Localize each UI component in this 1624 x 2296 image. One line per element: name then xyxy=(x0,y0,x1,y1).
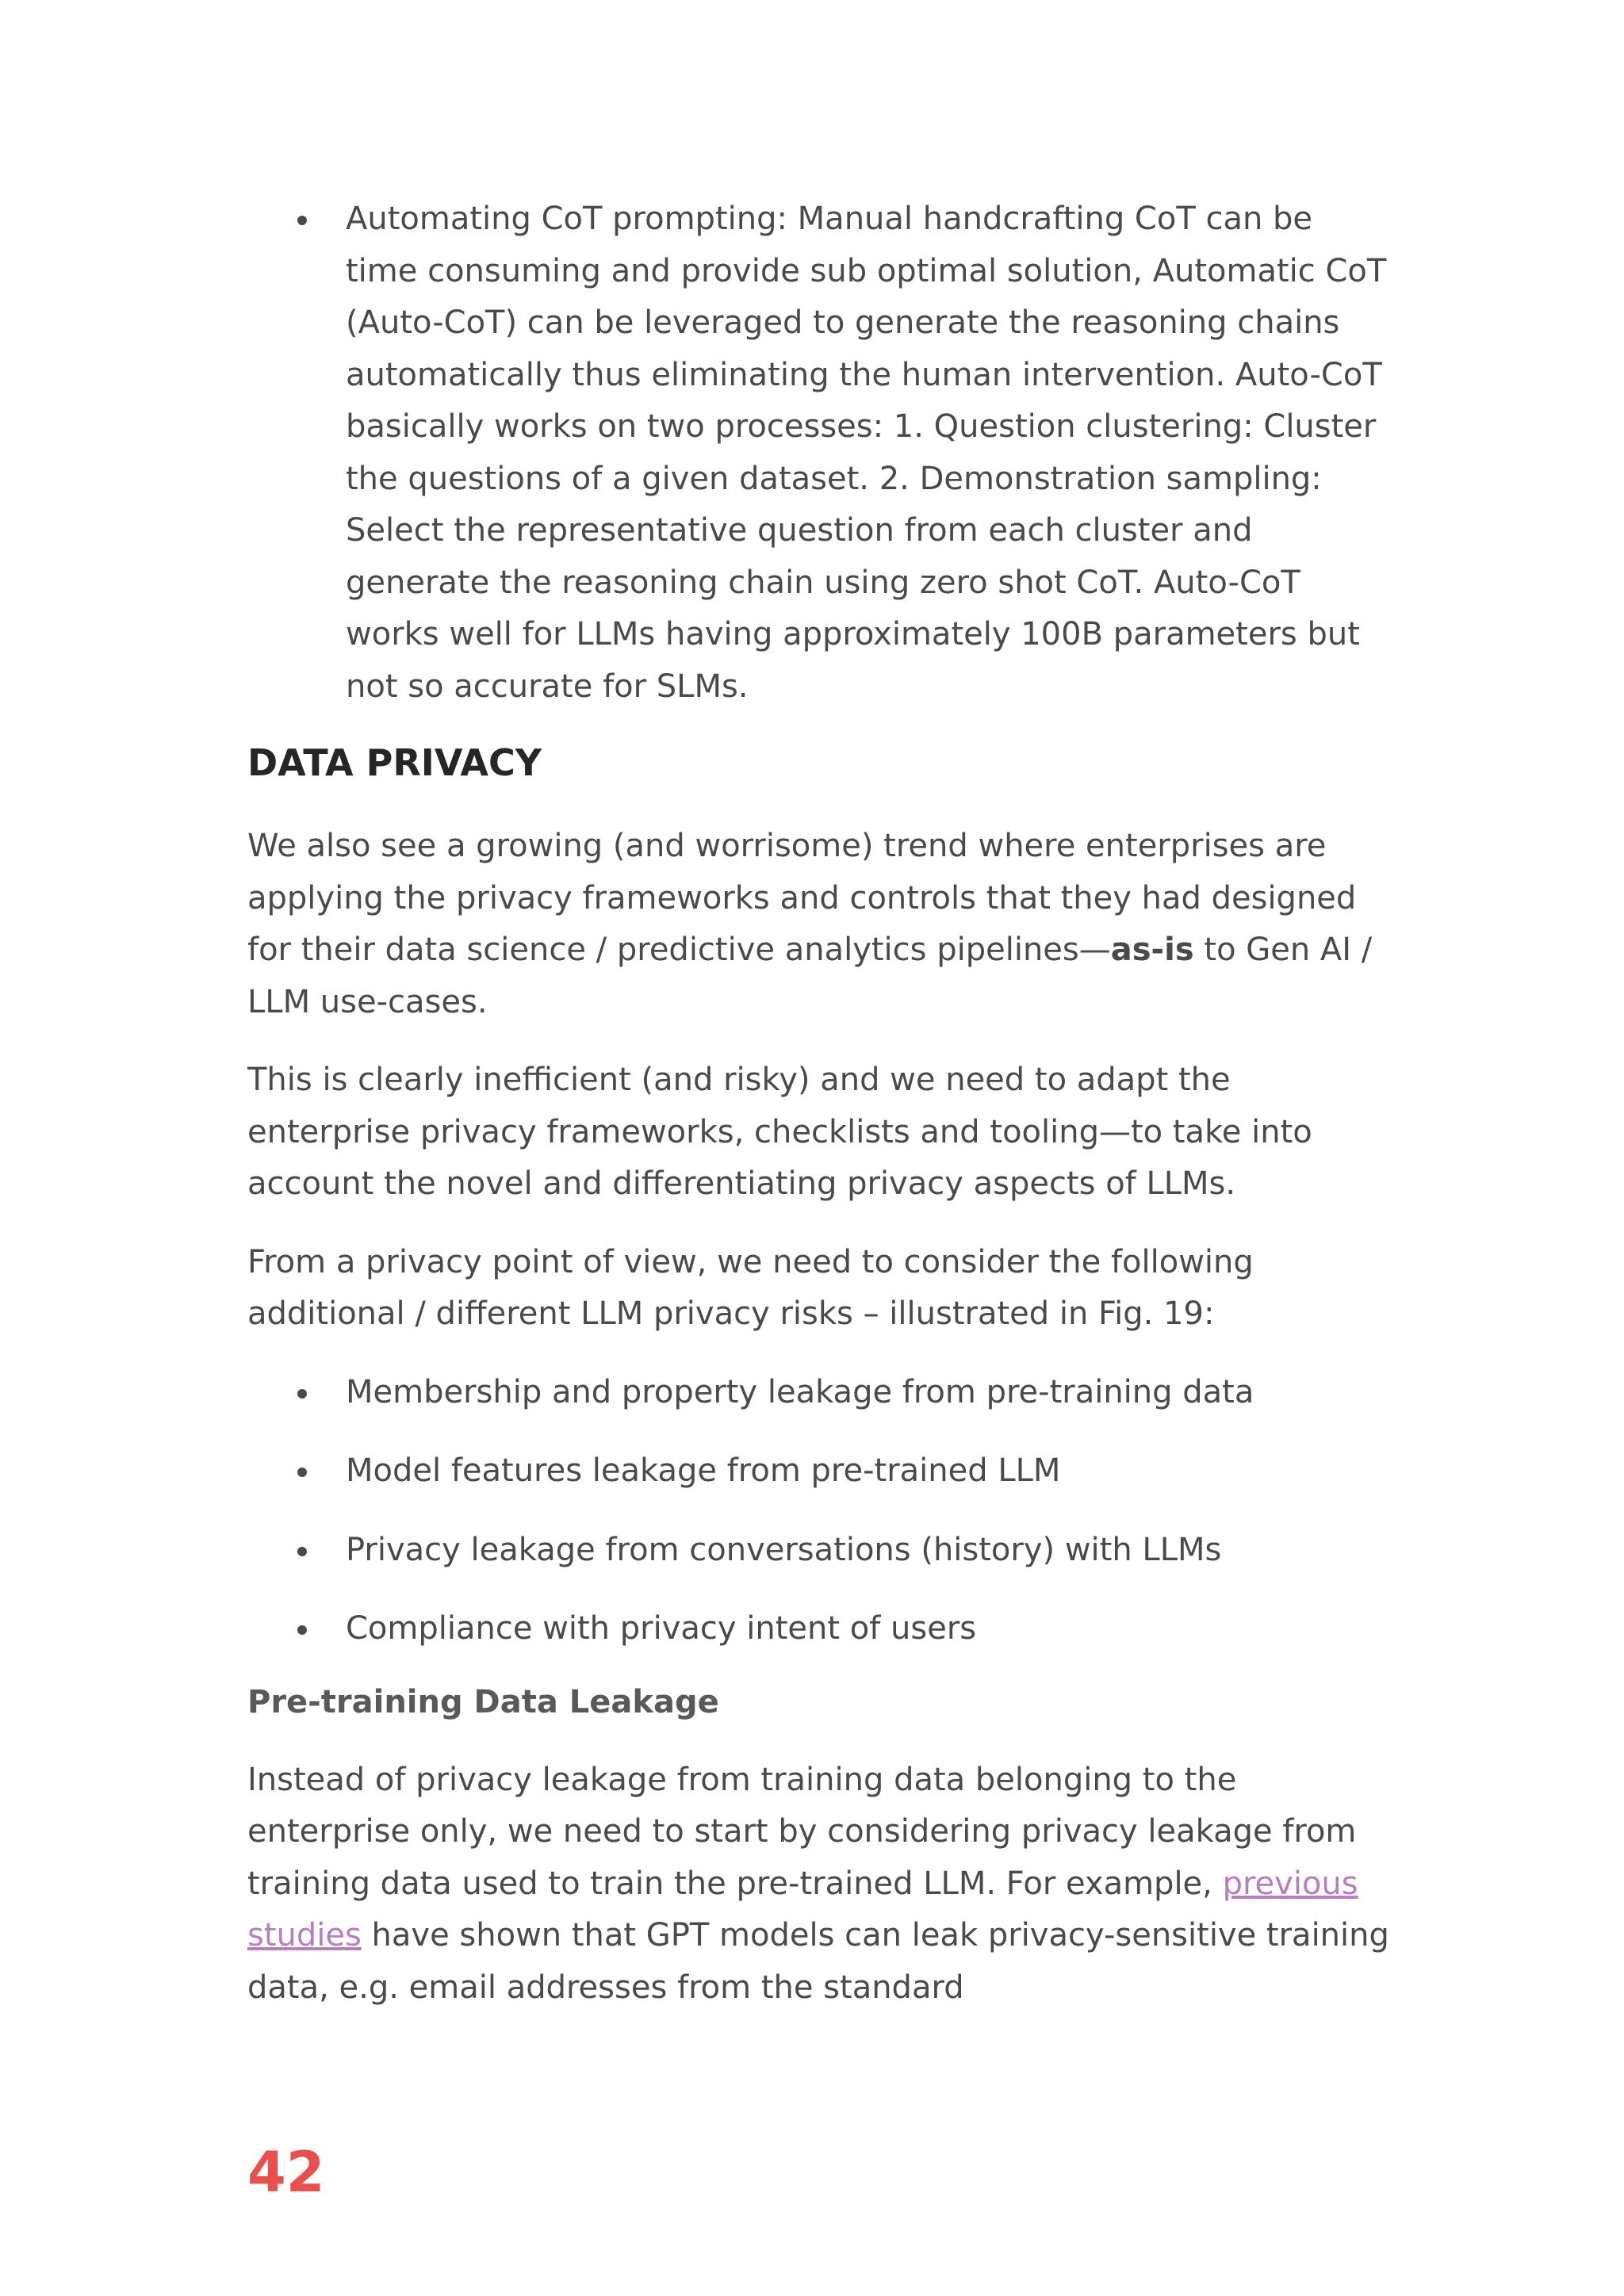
list-item xyxy=(247,193,1389,713)
paragraph-privacy-risks-intro: From a privacy point of view, we need to consider the following additional / different LLM privacy risks – illustrated in Fig. 19: xyxy=(247,1243,1254,1332)
risk-text: Model features leakage from pre-trained LLM xyxy=(346,1452,1061,1489)
risk-text: Compliance with privacy intent of users xyxy=(346,1610,977,1647)
list-item xyxy=(247,1603,1389,1655)
bullet-icon xyxy=(297,1625,307,1635)
paragraph-text: to Gen AI / LLM use-cases. xyxy=(247,932,1373,1020)
list-item xyxy=(247,1525,1389,1577)
intro-bullet-text: Automating CoT prompting: Manual handcrafting CoT can be time consuming and provide sub optimal solution, Automatic CoT (Auto-CoT) can be leveraged to generate the reasoning chains automatically thus eliminating the human intervention. Auto-CoT basically works on two processes: 1. Question clustering: Cluster the questions of a given dataset. 2. Demonstration sampling: Select the representative question from each cluster and generate the reasoning chain using zero shot CoT. Auto-CoT works well for LLMs having approximately 100B parameters but not so accurate for SLMs. xyxy=(346,201,1387,705)
intro-bullet-list xyxy=(247,193,1389,713)
risk-text: Membership and property leakage from pre-training data xyxy=(346,1373,1254,1410)
paragraph-pretraining-leakage xyxy=(247,1755,1389,2015)
section-heading: DATA PRIVACY xyxy=(247,741,542,784)
privacy-risks-list xyxy=(247,1367,1389,1655)
page-content xyxy=(247,193,1389,2014)
risk-text: Privacy leakage from conversations (history) with LLMs xyxy=(346,1531,1222,1568)
paragraph-enterprise-trend xyxy=(247,821,1389,1028)
previous-studies-link[interactable]: previous studies xyxy=(247,1865,1358,1954)
bullet-icon xyxy=(297,1389,307,1399)
bullet-icon xyxy=(297,1468,307,1477)
paragraph-text: have shown that GPT models can leak privacy-sensitive training data, e.g. email addresses from the standard xyxy=(247,1917,1389,2006)
subsection-heading: Pre-training Data Leakage xyxy=(247,1683,719,1720)
paragraph-text: Instead of privacy leakage from training data belonging to the enterprise only, we need to start by considering privacy leakage from training data used to train the pre-trained LLM. For example, xyxy=(247,1761,1357,1902)
page-number: 42 xyxy=(247,2140,325,2205)
list-item xyxy=(247,1367,1389,1419)
paragraph-text: We also see a growing (and worrisome) trend where enterprises are applying the privacy frameworks and controls that they had designed for their data science / predictive analytics pipelines— xyxy=(247,828,1357,968)
paragraph-inefficient: This is clearly inefficient (and risky) and we need to adapt the enterprise privacy frameworks, checklists and tooling—to take into account the novel and differentiating privacy aspects of LLMs. xyxy=(247,1062,1312,1202)
list-item xyxy=(247,1445,1389,1498)
bullet-icon xyxy=(297,216,307,225)
emphasis-text: as-is xyxy=(1110,932,1194,968)
bullet-icon xyxy=(297,1547,307,1556)
